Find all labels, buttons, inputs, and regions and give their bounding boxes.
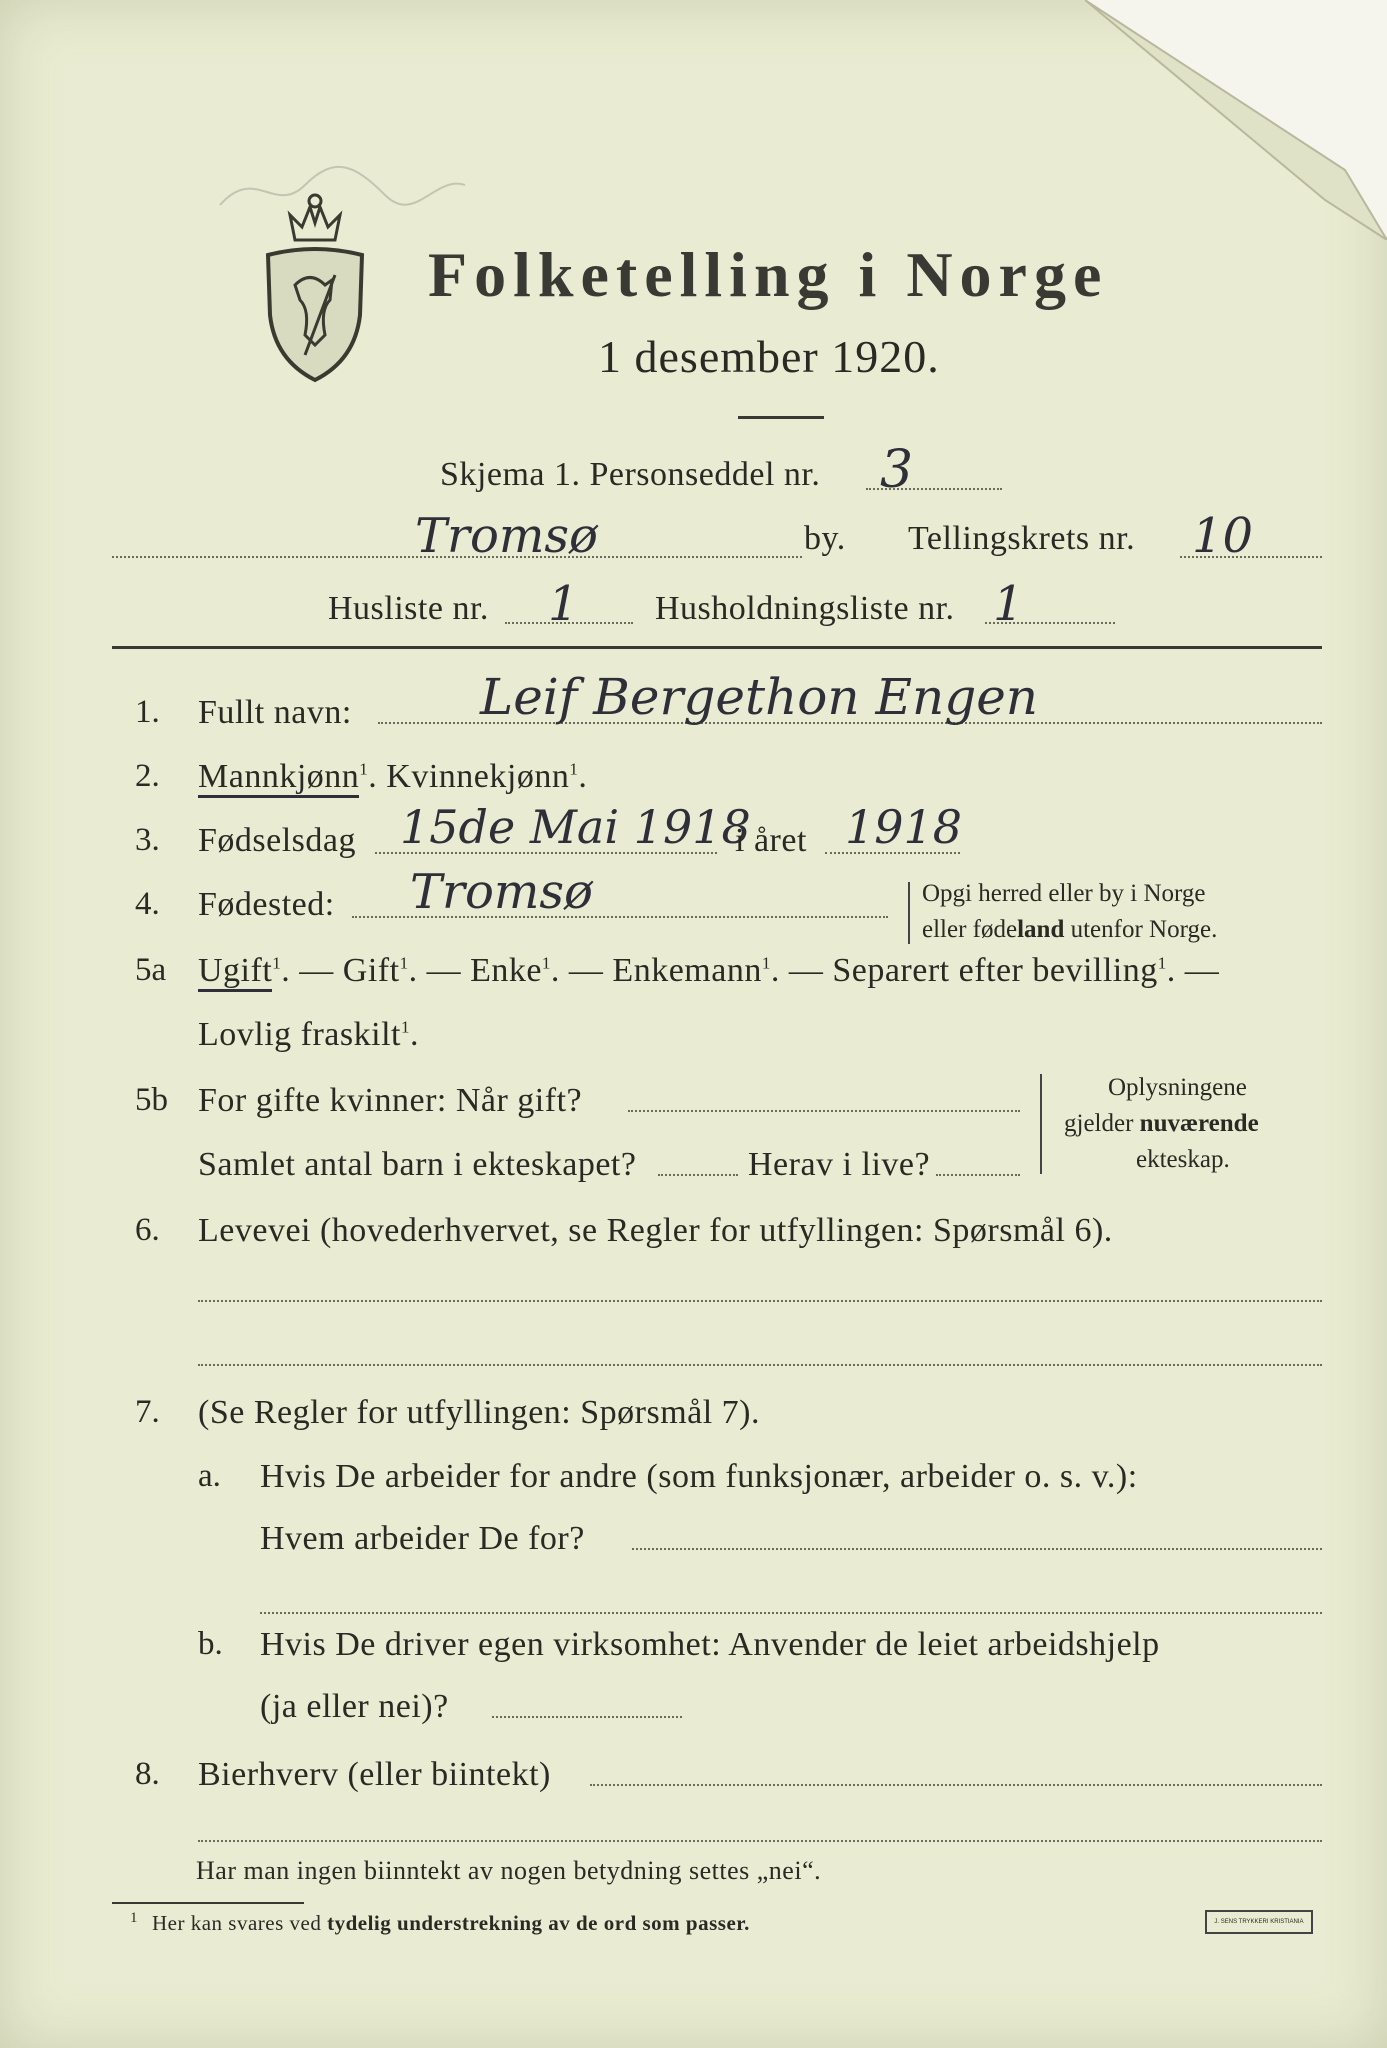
q8-line-1 [590,1784,1322,1786]
q3-number: 3. [135,822,160,858]
q5a-separert: Separert efter bevilling [832,952,1158,989]
q4-label: Fødested: [198,886,335,923]
q4-number: 4. [135,886,160,922]
q7b-text-2: (ja eller nei)? [260,1688,449,1725]
footnote-divider [112,1902,304,1904]
q2-number: 2. [135,758,160,794]
husholdning-value: 1 [993,576,1024,632]
footnote [130,1910,750,1936]
q5b-line-1 [628,1110,1020,1112]
schema-nr-value: 3 [880,440,914,500]
husliste-label: Husliste nr. [328,590,489,627]
q7a-line-2 [260,1612,1322,1614]
q5a-lovlig-text: Lovlig fraskilt [198,1016,401,1053]
q8-number: 8. [135,1756,160,1792]
q5a-dash: . — [1166,952,1220,989]
q7a-line-1 [632,1548,1322,1550]
coat-of-arms-icon [260,185,370,385]
q2-male-sup: 1 [359,759,369,779]
census-date: 1 desember 1920. [598,331,940,382]
q6-label: Levevei (hovederhvervet, se Regler for utfyllingen: Spørsmål 6). [198,1212,1113,1249]
q2-female: Kvinnekjønn [386,758,570,795]
q5a-enke: Enke [470,952,542,989]
q5b-note-2 [1064,1110,1259,1138]
q4-note-2a: eller føde [922,916,1018,943]
q4-note-2 [922,916,1217,944]
q5b-note-2b: nuværende [1139,1110,1259,1137]
q5a-sup-5: 1 [1157,953,1167,973]
q5a-sup-1: 1 [272,953,282,973]
q3-label: Fødselsdag [198,822,356,859]
page-title: Folketelling i Norge [428,239,1109,310]
q2-female-sup: 1 [569,759,579,779]
q7-label: (Se Regler for utfyllingen: Spørsmål 7). [198,1394,761,1431]
q5b-line-2 [658,1174,738,1176]
section-divider [112,646,1322,649]
q5b-note-3: ekteskap. [1136,1146,1230,1173]
title-divider [738,416,824,419]
q5b-label-2: Samlet antal barn i ekteskapet? [198,1146,637,1183]
husliste-value: 1 [548,576,579,632]
q8-note: Har man ingen biinntekt av nogen betydning settes „nei“. [196,1856,822,1885]
q3-year-value: 1918 [845,800,963,854]
footnote-mark: 1 [130,1910,138,1926]
q5a-lovlig: Lovlig fraskilt$^1$. [198,1016,419,1053]
q5a-number: 5a [135,952,167,988]
q2-end: . [578,758,588,795]
q2-options: Mannkjønn$^1$. Kvinnekjønn$^1$. [198,758,587,796]
by-label: by. [804,520,846,557]
q5a-gift: Gift [342,952,400,989]
printer-stamp: J. SENS TRYKKERI KRISTIANIA [1205,1910,1313,1934]
q6-line-1 [198,1300,1322,1302]
schema-label: Skjema 1. Personseddel nr. [440,456,821,493]
q4-value: Tromsø [410,864,593,920]
q5b-label-3: Herav i live? [748,1146,931,1183]
q5b-line-3 [936,1174,1020,1176]
q5b-label-1: For gifte kvinner: Når gift? [198,1082,583,1119]
q6-number: 6. [135,1212,160,1248]
q1-label: Fullt navn: [198,694,352,731]
q5a-sup-3: 1 [541,953,551,973]
q5a-sup-4: 1 [761,953,771,973]
q5a-ugift: Ugift [198,952,272,992]
tellingskrets-value: 10 [1192,508,1254,564]
q5b-note-2a: gjelder [1064,1110,1140,1137]
q7b-letter: b. [198,1626,223,1662]
q7a-letter: a. [198,1458,221,1494]
q2-male: Mannkjønn [198,758,359,798]
q7a-text-2: Hvem arbeider De for? [260,1520,585,1557]
q5a-lovlig-sup: 1 [400,1017,410,1037]
tellingskrets-label: Tellingskrets nr. [908,520,1136,557]
husholdning-label: Husholdningsliste nr. [655,590,955,627]
q4-note-2c: utenfor Norge. [1064,916,1218,943]
town-value: Tromsø [415,508,598,564]
q7b-text: Hvis De driver egen virksomhet: Anvender de leiet arbeidshjelp [260,1626,1160,1663]
q7-number: 7. [135,1394,160,1430]
q4-brace [908,882,910,944]
q5a-enkemann: Enkemann [612,952,762,989]
q1-value: Leif Bergethon Engen [480,668,1039,726]
q5a-options: Ugift$^1$. — Gift$^1$. — Enke$^1$. — Enkemann$^1$. — Separert efter bevilling$^1$. — [198,952,1219,990]
q8-line-2 [198,1840,1322,1842]
q4-note-1: Opgi herred eller by i Norge [922,880,1206,907]
q6-line-2 [198,1364,1322,1366]
folded-corner [1085,0,1387,240]
q5b-brace [1040,1074,1042,1174]
q5b-number: 5b [135,1082,168,1118]
q5b-note-1: Oplysningene [1108,1074,1247,1101]
q5a-sup-2: 1 [399,953,409,973]
q7b-line [492,1716,682,1718]
q3-year-label: i året [735,822,807,859]
footnote-text-a: Her kan svares ved [152,1911,328,1935]
q8-label: Bierhverv (eller biintekt) [198,1756,551,1793]
q3-value: 15de Mai 1918 [400,800,751,854]
footnote-text-b: tydelig understrekning av de ord som passer. [327,1911,750,1935]
q1-number: 1. [135,694,160,730]
q7a-text: Hvis De arbeider for andre (som funksjonær, arbeider o. s. v.): [260,1458,1138,1495]
q4-note-2b: land [1017,916,1065,943]
